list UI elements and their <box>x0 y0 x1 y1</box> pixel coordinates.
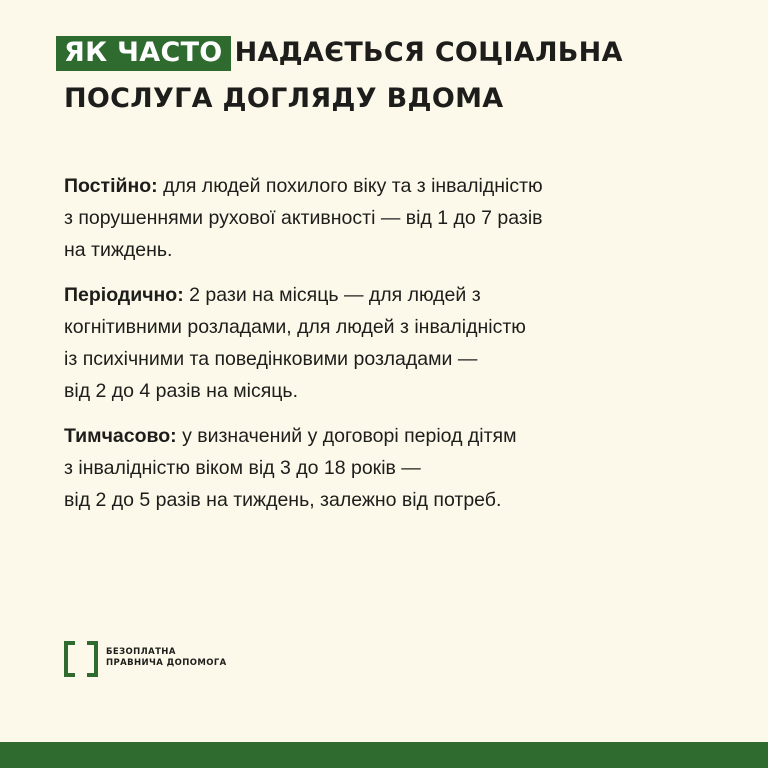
content-body <box>64 170 704 529</box>
paragraph-line: із психічними та поведінковими розладами — <box>64 348 478 370</box>
paragraph-line: з порушеннями рухової активності — від 1 до 7 разів <box>64 207 543 229</box>
paragraph-periodic <box>64 279 704 407</box>
paragraph-line: на тиждень. <box>64 239 173 261</box>
page-title <box>56 30 736 122</box>
organization-logo <box>64 641 227 675</box>
term-temporary: Тимчасово: <box>64 425 177 447</box>
logo-text-line-1: БЕЗОПЛАТНА <box>106 647 176 657</box>
paragraph-line <box>64 279 704 311</box>
paragraph-line: з інвалідністю віком від 3 до 18 років — <box>64 457 421 479</box>
paragraph-text: 2 рази на місяць — для людей з <box>189 284 481 306</box>
title-highlight: ЯК ЧАСТО <box>56 36 231 71</box>
paragraph-text: для людей похилого віку та з інвалідністю <box>163 175 543 197</box>
logo-text <box>106 647 227 669</box>
paragraph-permanent <box>64 170 704 266</box>
paragraph-text: у визначений у договорі період дітям <box>182 425 517 447</box>
title-line-1-rest: НАДАЄТЬСЯ СОЦІАЛЬНА <box>234 37 623 68</box>
bracket-logo-icon <box>64 641 98 675</box>
left-bracket-shape <box>64 641 75 677</box>
paragraph-line: від 2 до 5 разів на тиждень, залежно від потреб. <box>64 489 502 511</box>
title-line-1 <box>56 30 736 76</box>
bottom-accent-bar <box>0 742 768 768</box>
term-periodic: Періодично: <box>64 284 184 306</box>
term-permanent: Постійно: <box>64 175 158 197</box>
paragraph-line: когнітивними розладами, для людей з інвалідністю <box>64 316 526 338</box>
paragraph-line: від 2 до 4 разів на місяць. <box>64 380 298 402</box>
right-bracket-shape <box>87 641 98 677</box>
paragraph-line <box>64 420 704 452</box>
logo-text-line-2: ПРАВНИЧА ДОПОМОГА <box>106 658 227 668</box>
title-line-2: ПОСЛУГА ДОГЛЯДУ ВДОМА <box>64 83 504 114</box>
paragraph-temporary <box>64 420 704 516</box>
paragraph-line <box>64 170 704 202</box>
